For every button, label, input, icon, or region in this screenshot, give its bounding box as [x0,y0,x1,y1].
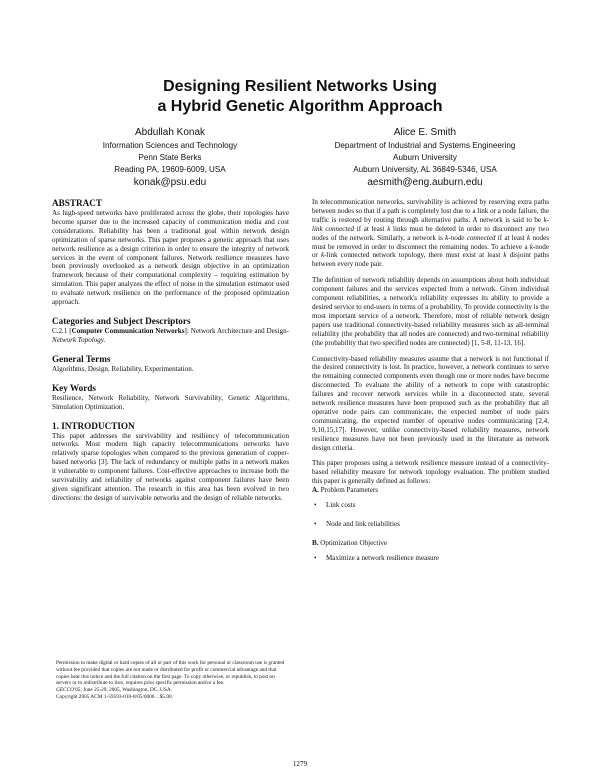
conference-name: GECCO'05 [56,687,81,694]
author-affiliation: Auburn University [393,153,457,162]
introduction-text: This paper addresses the survivability and resiliency of telecommunication networks. Most modern high capacity telecommunications networks have relatively sparse topologies when compared to the previous generation of copper-based networks [3]. The lack of redundancy or multiple paths in a network makes it vulnerable to component failures. Cost-effective approaches to increase both the survivability and reliability of networks against component failures have been given significant attention. The research in this area has been evolved in two directions: the design of survivable networks and the design of reliable networks. [52,431,289,502]
paragraph-resilience: Connectivity-based reliability measures assume that a network is not functional if the desired connectivity is lost. In practice, however, a network continues to serve the remaining connected components even though one or more nodes have become disconnected. To evaluate the ability of a network to cope with catastrophic failures and recover network services while in a disconnected state, several network resilience measures have been proposed such as the probability that all operative node pairs can communicate, the expected number of node pairs communicating, the expected number of operative nodes communicating [2,4, 9,10,15,17]. However, unlike connectivity-based reliability measures, network resilience measures have not been previously used in the literature as network design criteria. [312,354,549,452]
conference-details: , June 25-29, 2005, Washington, DC, USA. [80,687,172,694]
term-italic: k-node connected [445,233,496,242]
list-marker: A. [312,486,319,495]
author-email: konak@psu.edu [133,177,207,188]
category-italic: Network Topology. [52,335,106,344]
variable-k: k [321,251,325,260]
author-block-2 [310,126,540,189]
variable-k: k [387,224,391,233]
text-run: nodes must be removed in order to disconnect the remaining nodes. To achieve a [312,233,550,251]
optimization-objective-label [312,539,549,548]
copyright-line: Copyright 2005 ACM 1-59593-010-8/05/0006…$5.00. [56,693,173,700]
text-run: if at least [354,224,388,233]
list-heading: Problem Parameters [318,486,379,495]
text-run: -link connected network topology, there must exist at least [324,251,504,260]
author-name: Alice E. Smith [393,127,457,138]
variable-k: k [529,242,533,251]
paper-title [0,77,600,117]
author-affiliation: Information Sciences and Technology [102,141,238,150]
author-affiliation: Auburn University, AL 36849-5346, USA [353,165,497,174]
author-name: Abdullah Konak [134,127,206,138]
author-block-1 [60,126,280,189]
introduction-heading: 1. INTRODUCTION [52,420,135,431]
parameters-list [312,501,549,529]
right-column [312,198,549,573]
variable-k: k [527,233,531,242]
title-line-2: a Hybrid Genetic Algorithm Approach [157,98,443,115]
paragraph-reliability: The definition of network reliability depends on assumptions about both individual component failures and the services expected from a network. Given individual component reliabilities, a network's reliability expresses its ability to provide a desired service to end-users in terms of a probability. To provide connectivity is the most important service of a network. Therefore, most of reliable network design papers use traditional connectivity-based reliability measures such as all-terminal reliability (the probability that all nodes are connected) and two-terminal reliability (the probability that two specified nodes are connected) [1, 5-8, 11-13, 16]. [312,276,549,347]
term-italic: k-link connected [312,215,549,233]
categories-text [52,327,289,345]
category-code: C.2.1 [ [52,326,72,335]
categories-heading: Categories and Subject Descriptors [52,315,191,326]
text-run: -node or [312,242,549,260]
copyright-permission: Permission to make digital or hard copies of all or part of this work for personal or classroom use is granted without fee provided that copies are not made or distributed for profit or commercial advantage and that copies bear this notice and the full citation on the first page. To copy otherwise, or republish, to post on servers or to redistribute to lists, requires prior specific permission and/or a fee. [56,660,285,687]
general-terms-heading: General Terms [52,353,111,364]
title-line-1: Designing Resilient Networks Using [163,78,437,95]
author-email: aesmith@eng.auburn.edu [367,177,483,188]
list-item: • Node and link reliabilities [312,520,549,529]
text-run: if at least [495,233,528,242]
copyright-notice [56,660,288,701]
problem-parameters-label [312,486,549,495]
general-terms-text: Algorithms, Design, Reliability, Experimentation. [52,364,194,373]
text-run: disjoint paths between every node pair. [312,251,549,269]
copyright-conference [56,687,288,694]
text-run: In telecommunication networks, survivability is achieved by reserving extra paths between nodes so that if a path is completely lost due to a link or a node failure, the traffic is restored by routing through alternative paths. A network is said to be [312,198,549,224]
page-number: 1279 [292,760,308,768]
objective-list [312,554,549,563]
keywords-text: Resilience, Network Reliability, Network Survivability, Genetic Algorithms, Simulation Optimization. [52,393,289,411]
variable-k: k [503,251,507,260]
author-affiliation: Penn State Berks [138,153,202,162]
list-marker: B. [312,538,319,547]
left-column [52,198,289,503]
category-mid: ]: Network Architecture and Design- [184,326,289,335]
abstract-text: As high-speed networks have proliferated across the globe, their topologies have become sparser due to the increased capacity of communication media and cost considerations. Reliability has been a traditional goal within network design optimization of sparse networks. This paper proposes a genetic approach that uses network resilience as a design criterion in order to ensure the integrity of network services in the event of component failures. Network resilience measures have been previously overlooked as a network design objective in an optimization framework because of their computational complexity – requiring estimation by simulation. This paper analyzes the effect of noise in the simulation estimator used to evaluate network resilience on the performance of the proposed optimization approach. [52,209,289,307]
text-run: links must be deleted in order to disconnect any two nodes of the network. Similarly, a network is [312,224,549,242]
abstract-heading: ABSTRACT [52,198,103,208]
author-affiliation: Reading PA, 19609-6009, USA [114,165,226,174]
author-affiliation: Department of Industrial and Systems Engineering [334,141,516,150]
paragraph-survivability [312,198,549,269]
keywords-heading: Key Words [52,382,96,393]
paragraph-proposal: This paper proposes using a network resilience measure instead of a connectivity-based reliability measure for network topology evaluation. The problem studied this paper is generally defined as follows: [312,459,549,486]
list-heading: Optimization Objective [318,538,388,547]
category-bold: Computer Communication Networks [71,326,185,335]
list-item: • Maximize a network resilience measure [312,554,549,563]
list-item: • Link costs [312,501,549,510]
